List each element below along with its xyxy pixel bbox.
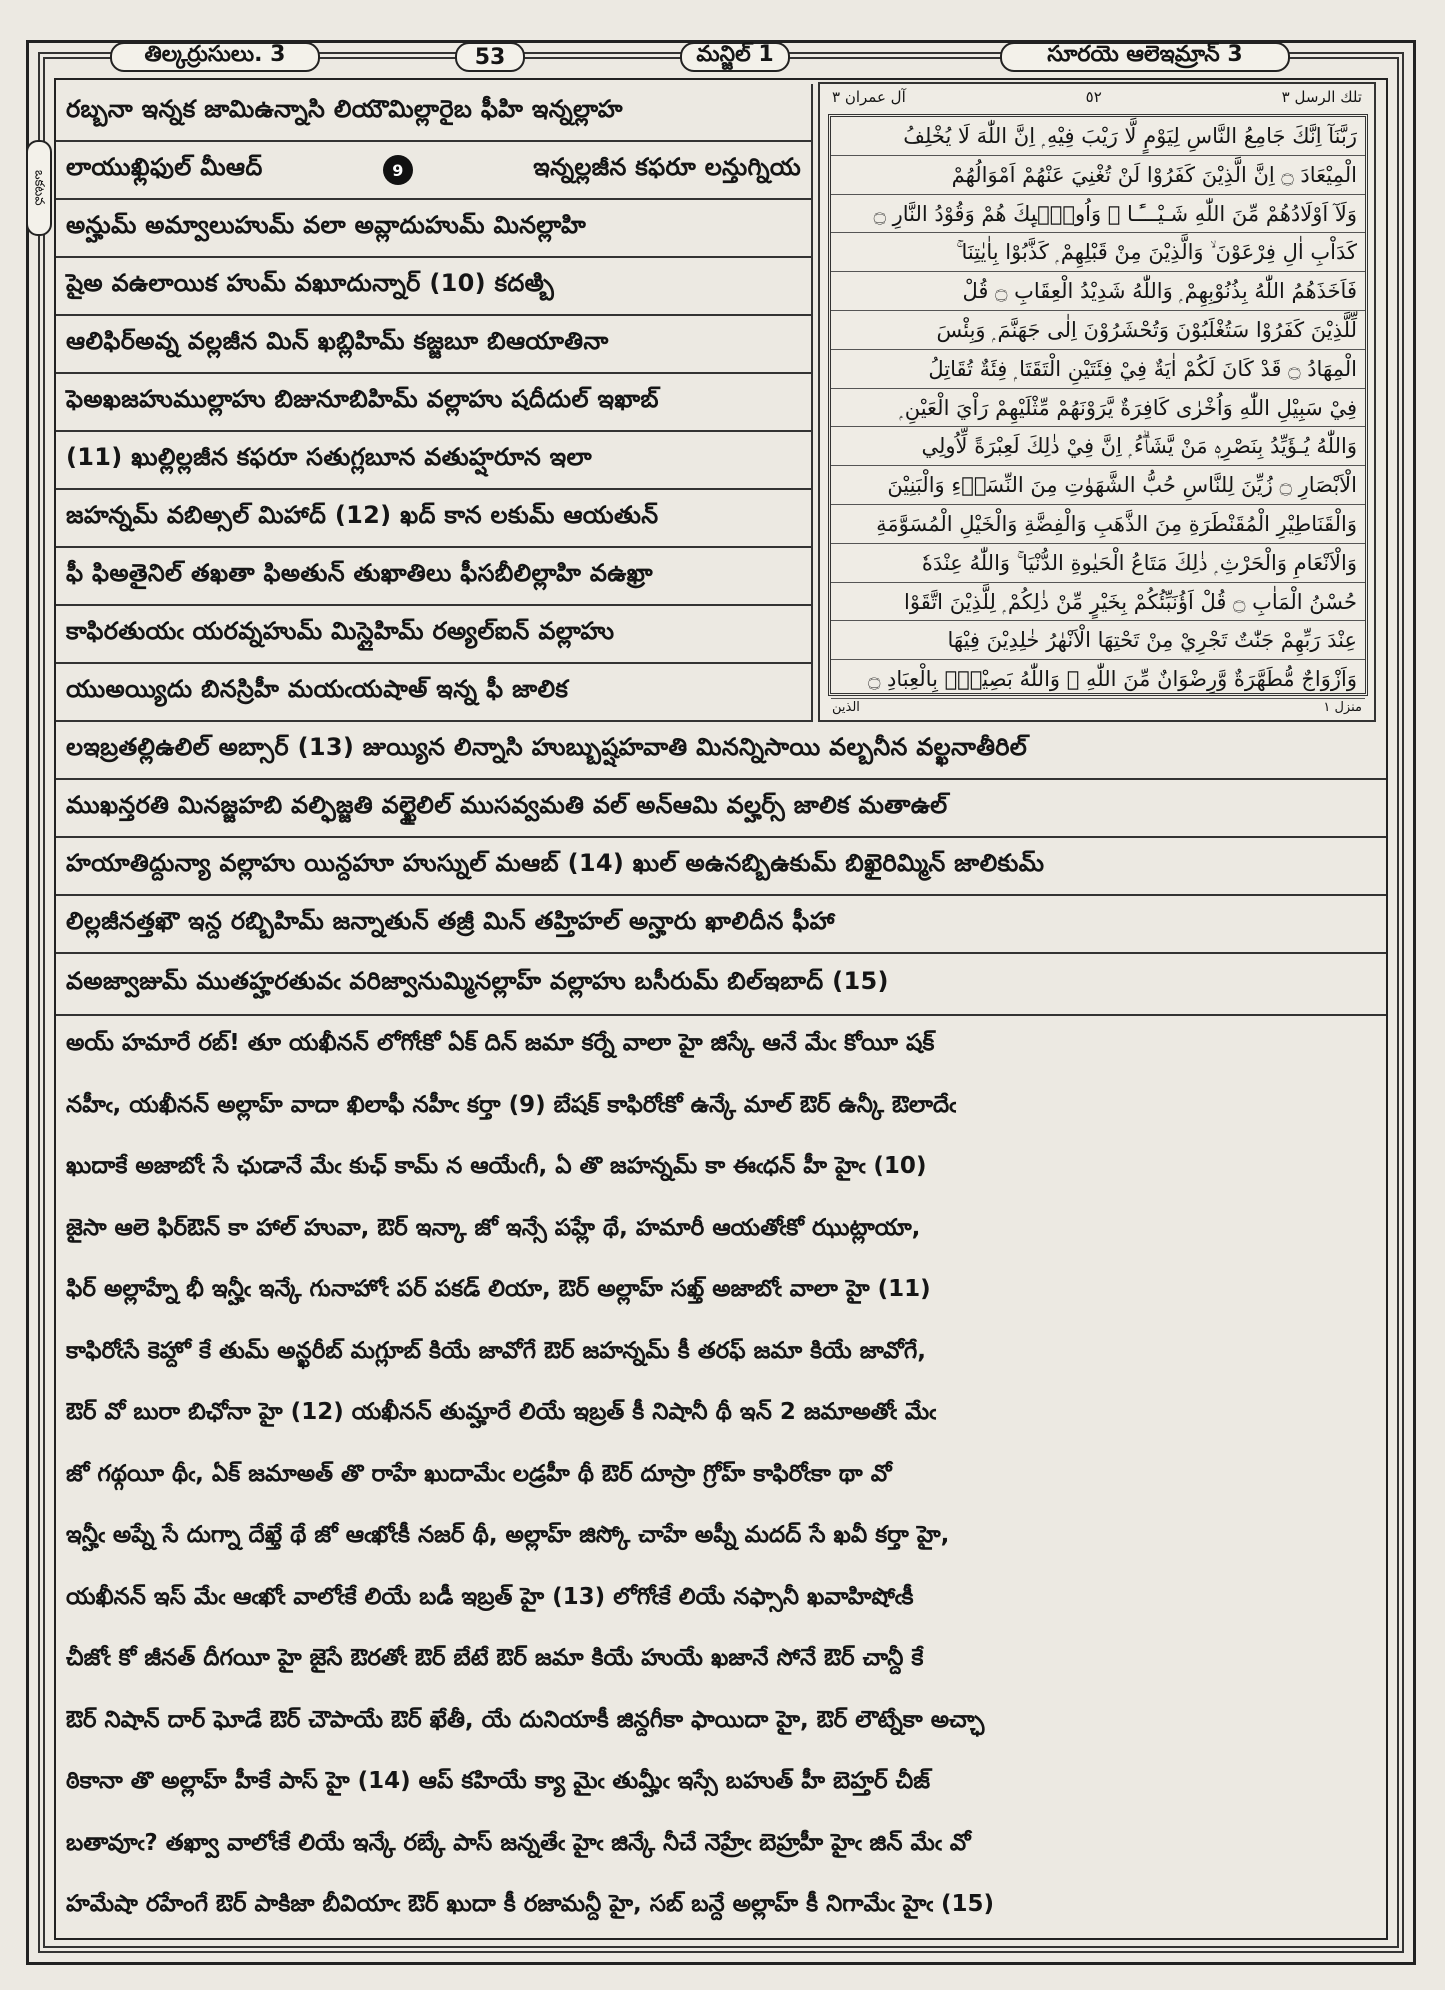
arabic-header (820, 84, 1374, 108)
translation-line: ఔర్ నిషాన్ దార్ ఘోడే ఔర్ చౌపాయే ఔర్ ఖేతీ, యే దునియాకీ జిన్దగీకా ఫాయిదా హై, ఔర్ లౌట్నేకా అచ్ఛా (66, 1706, 985, 1733)
transliteration-row (56, 548, 813, 606)
arabic-verse-line: الْاَبْصَارِ ۝ زُيِّنَ لِلنَّاسِ حُبُّ الشَّهَوٰتِ مِنَ النِّسَاۗءِ وَالْبَنِيْنَ (831, 466, 1365, 505)
arabic-verse-line: الْمِهَادُ ۝ قَدْ كَانَ لَكُمْ اٰيَةٌ فِيْ فِئَتَيْنِ الْتَقَتَا ۭ فِئَةٌ تُقَاتِلُ (831, 350, 1365, 389)
arabic-header-right: تلك الرسل ٣ (1281, 88, 1362, 106)
row-text: వఅజ్వాజుమ్ ముతహ్హరతువఁ వరిజ్వానుమ్మినల్లాహ్ వల్లాహు బసీరుమ్ బిల్ఇబాద్ (15) (66, 967, 889, 995)
arabic-footer-left: الذين (832, 699, 860, 715)
transliteration-row (56, 954, 1386, 1016)
translation-line: అయ్ హమారే రబ్! తూ యఖీనన్ లోగోఁకో ఏక్ దిన్ జమా కర్నే వాలా హై జిస్కే ఆనే మేఁ కోయీ షక్ (66, 1030, 935, 1056)
translation-line: ఫిర్ అల్లాహ్నే భీ ఇన్హీఁ ఇన్కే గునాహోఁ పర్ పకడ్ లియా, ఔర్ అల్లాహ్ సఖ్త్ అజాబోఁ వాలా హై (11) (66, 1276, 931, 1302)
translation-line: యఖీనన్ ఇస్ మేఁ ఆఁఖోఁ వాలోఁకే లియే బడీ ఇబ్రత్ హై (13) లోగోఁకే లియే నఫ్సానీ ఖవాహిషోఁకీ (66, 1583, 914, 1610)
arabic-verse-line: حُسْنُ الْمَاٰبِ ۝ قُلْ اَؤُنَبِّئُكُمْ بِخَيْرٍ مِّنْ ذٰلِكُمْ ۭ لِلَّذِيْنَ اتَّقَوْا (831, 583, 1365, 622)
row-text: హయాతిద్దున్యా వల్లాహు యిన్దహూ హుస్నుల్ మఆబ్ (14) ఖుల్ అఉనబ్బిఉకుమ్ బిఖైరిమ్మిన్ జాలికుమ్ (66, 849, 1045, 877)
row-text: ఆలిఫిర్అవ్న వల్లజీన మిన్ ఖబ్లిహిమ్ కజ్జబూ బిఆయాతినా (66, 327, 609, 355)
transliteration-row (56, 84, 813, 142)
translation-line: ఠికానా తొ అల్లాహ్ హీకే పాస్ హై (14) ఆప్ కహియే క్యా మైఁ తుమ్హీఁ ఇస్సే బహుత్ హీ బెహ్తర్ చీజ్ (66, 1768, 931, 1794)
transliteration-row (56, 780, 1386, 838)
transliteration-row (56, 606, 813, 664)
arabic-verse-line: وَالْقَنَاطِيْرِ الْمُقَنْطَرَةِ مِنَ الذَّھَبِ وَالْفِضَّةِ وَالْخَيْلِ الْمُسَوَّمَةِ (831, 505, 1365, 544)
translation-line: కాఫిరోఁసే కెహ్దో కే తుమ్ అన్ఖరీబ్ మగ్లూబ్ కియే జావోగే ఔర్ జహన్నమ్ కీ తరఫ్ జమా కియే జావోగే, (66, 1337, 926, 1364)
arabic-footer-right: منزل ١ (1323, 699, 1362, 715)
arabic-footer (820, 694, 1374, 720)
arabic-verse-line: لِّلَّذِيْنَ كَفَرُوْا سَتُغْلَبُوْنَ وَتُحْشَرُوْنَ اِلٰى جَهَنَّمَ ۭ وَبِئْسَ (831, 311, 1365, 350)
row-text: యుఅయ్యిదు బినస్రిహీ మయఁయషాఅ్ ఇన్న ఫీ జాలిక (66, 675, 569, 703)
arabic-verse-line: فَاَخَذَھُمُ اللّٰهُ بِذُنُوْبِهِمْ ۭ وَاللّٰهُ شَدِيْدُ الْعِقَابِ ۝ قُلْ (831, 272, 1365, 311)
transliteration-row (56, 432, 813, 490)
transliteration-row (56, 896, 1386, 954)
transliteration-row (56, 838, 1386, 896)
transliteration-row (56, 316, 813, 374)
arabic-verse-line: كَدَاْبِ اٰلِ فِرْعَوْنَ ۙ وَالَّذِيْنَ مِنْ قَبْلِهِمْ ۭ كَذَّبُوْا بِاٰيٰتِنَا ۚ (831, 233, 1365, 272)
row-text: లఇబ్రతల్లిఉలిల్ అబ్సార్ (13) జుయ్యిన లిన్నాసి హుబ్బుష్షహవాతి మినన్నిసాయి వల్బనీన వల్ఖనాతీరిల్ (66, 733, 1028, 761)
translation-line: నహీఁ, యఖీనన్ అల్లాహ్ వాదా ఖిలాఫీ నహీఁ కర్తా (9) బేషక్ కాఫిరోఁకో ఉన్కే మాల్ ఔర్ ఉన్కీ ఔలాదేఁ (66, 1091, 957, 1118)
translation-line: జైసా ఆలె ఫిర్ఔన్ కా హాల్ హువా, ఔర్ ఇన్కా జో ఇన్సే పహ్లే థే, హమారీ ఆయతోఁకో ఝుట్లాయా, (66, 1214, 921, 1241)
row-text: షైఅ వఉలాయిక హుమ్ వఖూదున్నార్ (10) కదఅ్బి (66, 269, 555, 297)
row-text: రబ్బనా ఇన్నక జామిఉన్నాసి లియౌమిల్లారైబ ఫీహి ఇన్నల్లాహ (66, 95, 623, 123)
arabic-verse-line: وَاَزْوَاجٌ مُّطَهَّرَةٌ وَّرِضْوَانٌ مِّنَ اللّٰهِ ۭ وَاللّٰهُ بَصِيْرٌۢ بِالْعِبَادِ ۝ (831, 660, 1365, 699)
row-text: ముఖన్తరతి మినజ్జహబి వల్ఫిజ్జతి వల్ఖైలిల్ ముసవ్వమతి వల్ అన్ఆమి వల్హర్స్ జాలిక మతాఉల్ (66, 791, 948, 819)
row-text: లిల్లజీనత్తఖౌ ఇన్ద రబ్బిహిమ్ జన్నాతున్ తజ్రీ మిన్ తహ్తిహల్ అన్హారు ఖాలిదీన ఫీహా (66, 907, 835, 935)
row-text: లాయుఖ్లిఫుల్ మీఆద్ (66, 153, 263, 181)
transliteration-row (56, 664, 813, 722)
side-marker: ఒకటవ (26, 140, 52, 236)
transliteration-row (56, 490, 813, 548)
row-text: అన్హుమ్ అమ్వాలుహుమ్ వలా అవ్లాదుహుమ్ మినల్లాహి (66, 211, 587, 239)
transliteration-row (56, 142, 813, 200)
translation-line: ఖుదాకే అజాబోఁ సే ఛుడానే మేఁ కుఛ్ కామ్ న ఆయేఁగీ, ఏ తొ జహన్నమ్ కా ఈఁధన్ హీ హైఁ (10) (66, 1153, 927, 1179)
transliteration-row (56, 258, 813, 316)
translation-line: హమేషా రహేంగే ఔర్ పాకిజా బీవియాఁ ఔర్ ఖుదా కీ రజామన్దీ హై, సబ్ బన్దే అల్లాహ్ కీ నిగామేఁ హైఁ (15) (66, 1891, 995, 1917)
arabic-verse-line: وَالْاَنْعَامِ وَالْحَرْثِ ۭ ذٰلِكَ مَتَاعُ الْحَيٰوةِ الدُّنْيَا ۚ وَاللّٰهُ عِنْدَهٗ (831, 544, 1365, 583)
translation-line: ఇన్హీఁ అప్నే సే దుగ్నా దేఖ్తే థే జో ఆఁఖోఁకీ నజర్ థీ, అల్లాహ్ జిస్కో చాహే అప్నీ మదద్ సే ఖవీ కర్తా హై, (66, 1522, 950, 1548)
surah-title: సూరయె ఆలెఇమ్రాన్ 3 (1000, 42, 1290, 72)
manzil-label: మన్జిల్ 1 (680, 42, 790, 72)
arabic-verse-line: فِيْ سَبِيْلِ اللّٰهِ وَاُخْرٰى كَافِرَةٌ يَّرَوْنَھُمْ مِّثْلَيْهِمْ رَاْيَ الْعَيْنِ ۭ (831, 389, 1365, 428)
arabic-verse-line: رَبَّنَآ اِنَّكَ جَامِعُ النَّاسِ لِيَوْمٍ لَّا رَيْبَ فِيْهِ ۭ اِنَّ اللّٰهَ لَا يُخْلِفُ (831, 117, 1365, 156)
arabic-verse-line: عِنْدَ رَبِّهِمْ جَنّٰتٌ تَجْرِيْ مِنْ تَحْتِهَا الْاَنْهٰرُ خٰلِدِيْنَ فِيْهَا (831, 621, 1365, 660)
transliteration-row (56, 200, 813, 258)
arabic-verse-line: الْمِيْعَادَ ۝ اِنَّ الَّذِيْنَ كَفَرُوْا لَنْ تُغْنِيَ عَنْهُمْ اَمْوَالُهُمْ (831, 156, 1365, 195)
row-text: (11) ఖుల్లిల్లజీన కఫరూ సతుగ్లబూన వతుహ్షరూన ఇలా (66, 443, 592, 471)
row-text: ఇన్నల్లజీన కఫరూ లన్తుగ్నియ (533, 153, 801, 181)
page-number: 53 (455, 42, 525, 72)
arabic-verse-line: وَاللّٰهُ يُـؤَيِّدُ بِنَصْرِهٖ مَنْ يَّشَاۗءُ ۭ اِنَّ فِيْ ذٰلِكَ لَعِبْرَةً لِّاُولِي (831, 427, 1365, 466)
arabic-text-panel (818, 82, 1376, 722)
translation-line: చీజోఁ కో జీనత్ దీగయీ హై జైసే ఔరతోఁ ఔర్ బేటే ఔర్ జమా కియే హుయే ఖజానే సోనే ఔర్ చాన్దీ కే (66, 1645, 924, 1671)
part-title: తిల్కర్రుసులు. 3 (110, 42, 320, 72)
translation-line: బతావూఁ? తఖ్వా వాలోఁకే లియే ఇన్కే రబ్కే పాస్ జన్నతేఁ హైఁ జిన్కే నీచే నెహ్రేఁ బెహ్రహీ హైఁ జిన్ మేఁ వో (66, 1829, 971, 1856)
transliteration-row (56, 374, 813, 432)
arabic-header-left: آل عمران ٣ (832, 88, 906, 106)
row-text: ఫెఅఖజహుముల్లాహు బిజునూబిహిమ్ వల్లాహు షదీదుల్ ఇఖాబ్ (66, 385, 659, 413)
row-text: కాఫిరతుయఁ యరవ్నహుమ్ మిస్లైహిమ్ రఅ్యల్ఐన్ వల్లాహు (66, 617, 615, 645)
row-text: ఫీ ఫిఅతైనిల్ తఖతా ఫిఅతున్ తుఖాతిలు ఫీసబీలిల్లాహి వఉఖ్రా (66, 559, 653, 587)
translation-line: జో గథ్గయీ థీఁ, ఏక్ జమాఅత్ తొ రాహే ఖుదామేఁ లడ్రహీ థీ ఔర్ దూస్రా గ్రోహ్ కాఫిరోఁకా థా వో (66, 1460, 892, 1487)
arabic-header-center: ٥٢ (1085, 88, 1102, 106)
arabic-verse-line: وَلَآ اَوْلَادُھُمْ مِّنَ اللّٰهِ شَـيْـــًٔـا ۭ وَاُولٰۗىِٕكَ ھُمْ وَقُوْدُ النَّارِ ۝ (831, 195, 1365, 234)
row-text: జహన్నమ్ వబిఅ్సల్ మిహాద్ (12) ఖద్ కాన లకుమ్ ఆయతున్ (66, 501, 659, 529)
verse-number-badge: 9 (383, 155, 413, 185)
translation-line: ఔర్ వో బురా బిఛోనా హై (12) యఖీనన్ తుమ్హారే లియే ఇబ్రత్ కీ నిషానీ థీ ఇన్ 2 జమాఅతోఁ మేఁ (66, 1399, 937, 1425)
transliteration-row (56, 722, 1386, 780)
arabic-verses-box (828, 114, 1368, 696)
